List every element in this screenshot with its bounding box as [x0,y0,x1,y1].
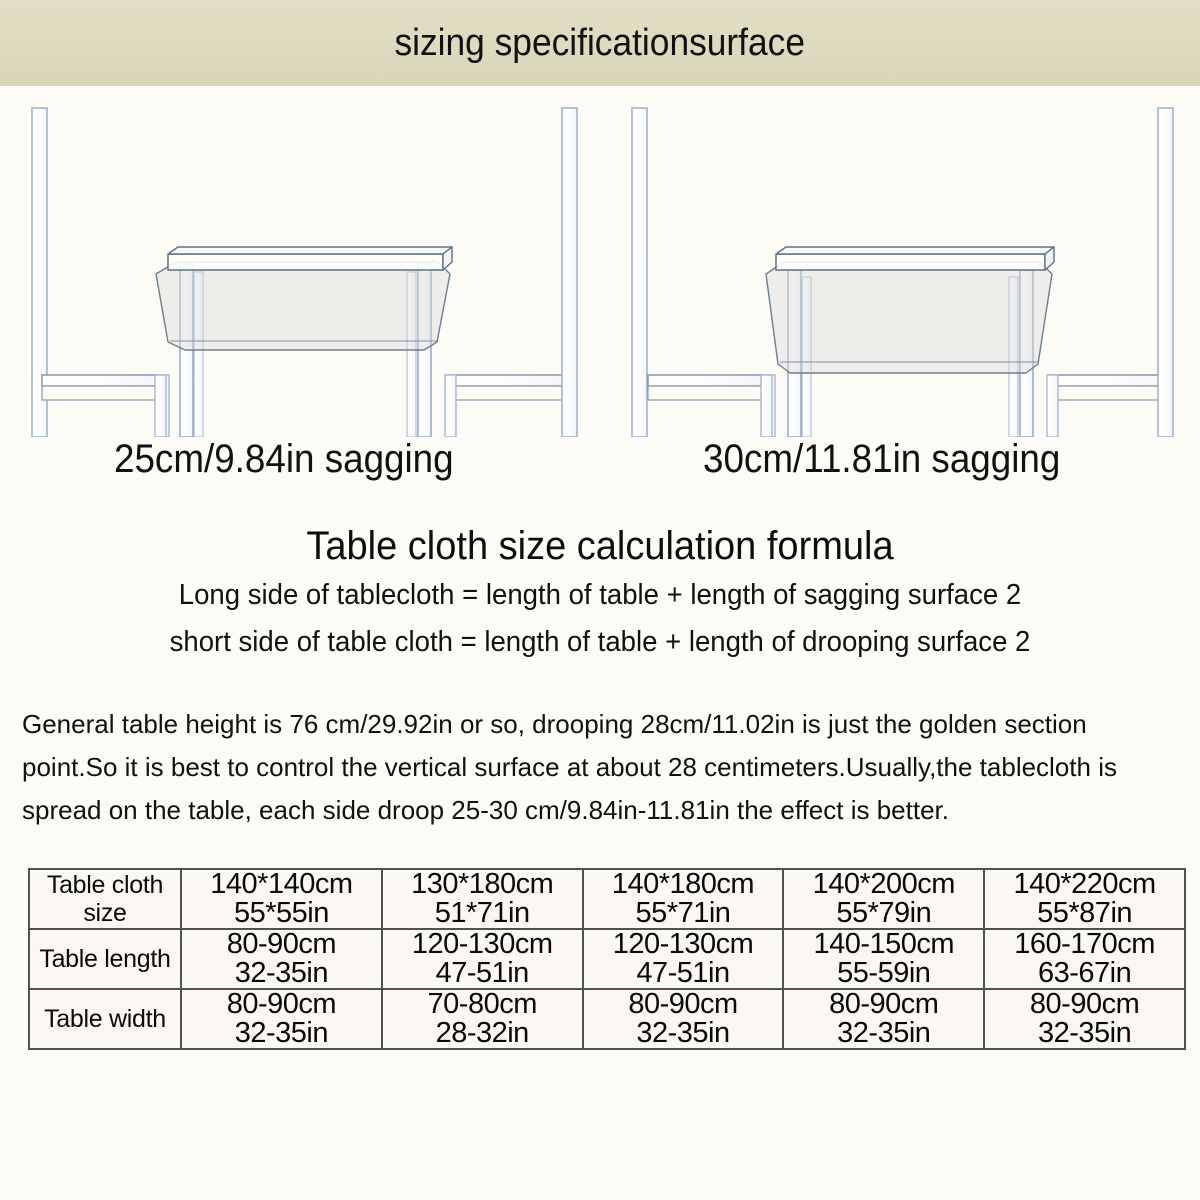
row-header-table-cloth-size: Table cloth size [29,869,181,929]
size-specification-table-body [29,869,1185,1049]
cell-value-in: 55*55in [233,897,329,929]
sagging-captions [0,437,1200,495]
description-paragraph [22,703,1182,832]
cell-value-in: 32-35in [636,1017,730,1049]
size-specification-table [28,868,1186,1050]
cell-table-length-3 [583,929,784,989]
table-row [29,989,1185,1049]
cell-value-in: 55*71in [635,897,731,929]
row-header-table-length: Table length [29,929,181,989]
cell-table-width-4 [783,989,984,1049]
formula-line-long-side: Long side of tablecloth = length of table + length of sagging surface 2 [178,579,1022,611]
cell-cloth-size-5 [984,869,1185,929]
cell-table-length-5 [984,929,1185,989]
cell-value-cm: 80-90cm [628,988,738,1020]
cell-value-cm: 80-90cm [829,988,939,1020]
cell-value-in: 47-51in [435,957,529,989]
cell-table-length-4 [783,929,984,989]
cell-value-in: 63-67in [1037,957,1132,989]
cell-cloth-size-1 [181,869,382,929]
cell-value-in: 32-35in [234,1017,329,1049]
illustration-area [0,92,1200,437]
cell-value-in: 32-35in [1037,1017,1132,1049]
cell-value-cm: 140*180cm [611,868,755,900]
cell-value-in: 55-59in [837,957,931,989]
row-header-table-width: Table width [29,989,181,1049]
cell-value-in: 51*71in [434,897,530,929]
chair-back-right-scene-right [1158,108,1173,437]
chair-seat-left-scene-right [445,375,570,437]
description-paragraph-text: General table height is 76 cm/29.92in or so, drooping 28cm/11.02in is just the golden section point.So it is best to control the vertical surface at about 28 centimeters.Usually,the tablecloth is spread on the table, each side droop 25-30 cm/9.84in-11.81in the effect is better. [22,709,1117,825]
cell-value-in: 55*79in [836,897,932,929]
cell-value-cm: 80-90cm [1029,988,1140,1020]
cell-value-in: 47-51in [636,957,730,989]
chair-leg-left-front [155,375,166,437]
cell-value-cm: 130*180cm [411,868,554,900]
cell-cloth-size-4 [783,869,984,929]
cell-value-cm: 120-130cm [411,928,553,960]
cell-value-cm: 140*200cm [812,868,955,900]
illustration-right-30cm [632,108,1173,437]
cell-value-cm: 140*220cm [1013,868,1156,900]
cell-value-cm: 140*140cm [210,868,353,900]
caption-sagging-25cm: 25cm/9.84in sagging [114,437,454,481]
chair-leg-right-scene-front [761,375,772,437]
cell-table-width-1 [181,989,382,1049]
chair-seat-right-scene-right [1047,375,1172,437]
cell-value-in: 32-35in [837,1017,931,1049]
formula-line-short-side: short side of table cloth = length of table + length of drooping surface 2 [169,626,1031,658]
cell-table-length-1 [181,929,382,989]
chair-back-right-outer [632,108,647,437]
cell-table-width-2 [382,989,583,1049]
cell-value-cm: 80-90cm [226,988,337,1020]
cell-value-cm: 160-170cm [1014,928,1155,960]
cell-cloth-size-2 [382,869,583,929]
illustration-left-25cm [32,108,577,437]
cell-value-cm: 140-150cm [813,928,955,960]
cell-value-cm: 70-80cm [427,988,537,1020]
header-banner [0,0,1200,86]
cell-value-cm: 120-130cm [612,928,754,960]
cell-table-length-2 [382,929,583,989]
chair-back-left-scene-right [562,108,577,437]
table-row [29,869,1185,929]
chair-seat-right-scene-left [648,375,775,437]
formula-section [0,520,1200,666]
formula-heading: Table cloth size calculation formula [306,524,894,568]
cell-value-in: 55*87in [1037,897,1133,929]
page-title: sizing specificationsurface [394,21,806,64]
tablecloth-drape-30cm [766,247,1054,373]
cell-value-in: 28-32in [435,1017,529,1049]
cell-value-in: 32-35in [234,957,329,989]
cell-value-cm: 80-90cm [226,928,337,960]
tablecloth-drape-25cm [156,247,452,350]
cell-cloth-size-3 [583,869,784,929]
cell-table-width-5 [984,989,1185,1049]
caption-sagging-30cm: 30cm/11.81in sagging [703,437,1061,481]
chair-seat-left [42,375,169,437]
table-row [29,929,1185,989]
cell-table-width-3 [583,989,784,1049]
